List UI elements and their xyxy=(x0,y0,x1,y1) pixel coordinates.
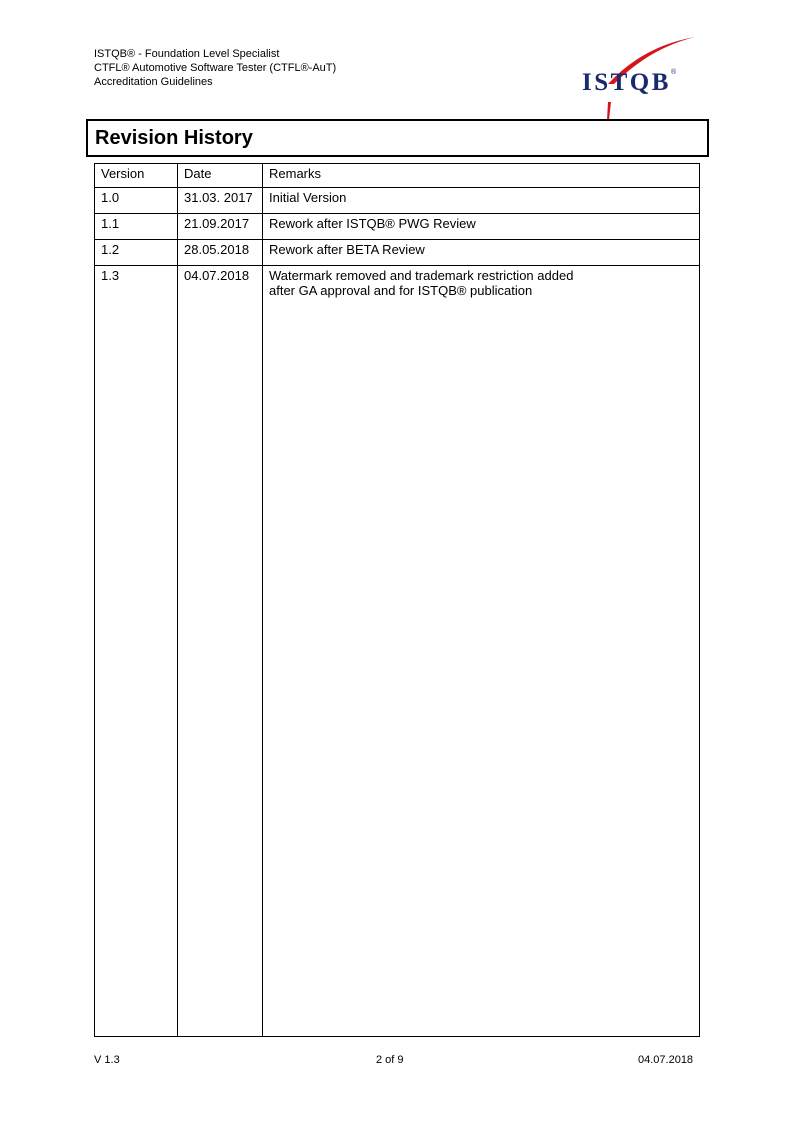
footer-version: V 1.3 xyxy=(94,1054,120,1066)
istqb-logo-graphic xyxy=(578,34,700,120)
cell-remarks xyxy=(263,266,700,1037)
page-title: Revision History xyxy=(95,127,253,149)
table-row xyxy=(95,214,700,240)
cell-version: 1.2 xyxy=(95,240,178,266)
table-row xyxy=(95,188,700,214)
logo-text: ISTQB xyxy=(582,69,671,96)
remark-line: Rework after BETA Review xyxy=(269,242,425,257)
remark-line: after GA approval and for ISTQB® publication xyxy=(269,283,533,298)
table-header-row xyxy=(95,164,700,188)
istqb-logo xyxy=(578,34,700,120)
column-header-date: Date xyxy=(178,164,263,188)
logo-trademark: ® xyxy=(671,69,677,76)
cell-date: 28.05.2018 xyxy=(178,240,263,266)
cell-remarks xyxy=(263,188,700,214)
header-line-document: Accreditation Guidelines xyxy=(94,76,213,88)
remark-line: Rework after ISTQB® PWG Review xyxy=(269,216,476,231)
remark-line: Watermark removed and trademark restriction added xyxy=(269,268,574,283)
revision-history-table xyxy=(94,163,700,1037)
column-header-version: Version xyxy=(95,164,178,188)
section-title-box xyxy=(86,119,709,157)
cell-version: 1.3 xyxy=(95,266,178,1037)
footer-page-number: 2 of 9 xyxy=(376,1054,404,1066)
header-line-program: ISTQB® - Foundation Level Specialist xyxy=(94,48,280,60)
cell-version: 1.0 xyxy=(95,188,178,214)
cell-remarks xyxy=(263,214,700,240)
cell-date: 04.07.2018 xyxy=(178,266,263,1037)
table-row xyxy=(95,266,700,1037)
footer-date: 04.07.2018 xyxy=(638,1054,694,1066)
page-header xyxy=(94,47,336,89)
cell-date: 31.03. 2017 xyxy=(178,188,263,214)
cell-version: 1.1 xyxy=(95,214,178,240)
table-row xyxy=(95,240,700,266)
remark-line: Initial Version xyxy=(269,190,347,205)
cell-remarks xyxy=(263,240,700,266)
cell-date: 21.09.2017 xyxy=(178,214,263,240)
column-header-remarks: Remarks xyxy=(263,164,700,188)
logo-swoosh-tail-icon xyxy=(607,102,611,120)
header-line-module: CTFL® Automotive Software Tester (CTFL®-AuT) xyxy=(94,62,337,74)
